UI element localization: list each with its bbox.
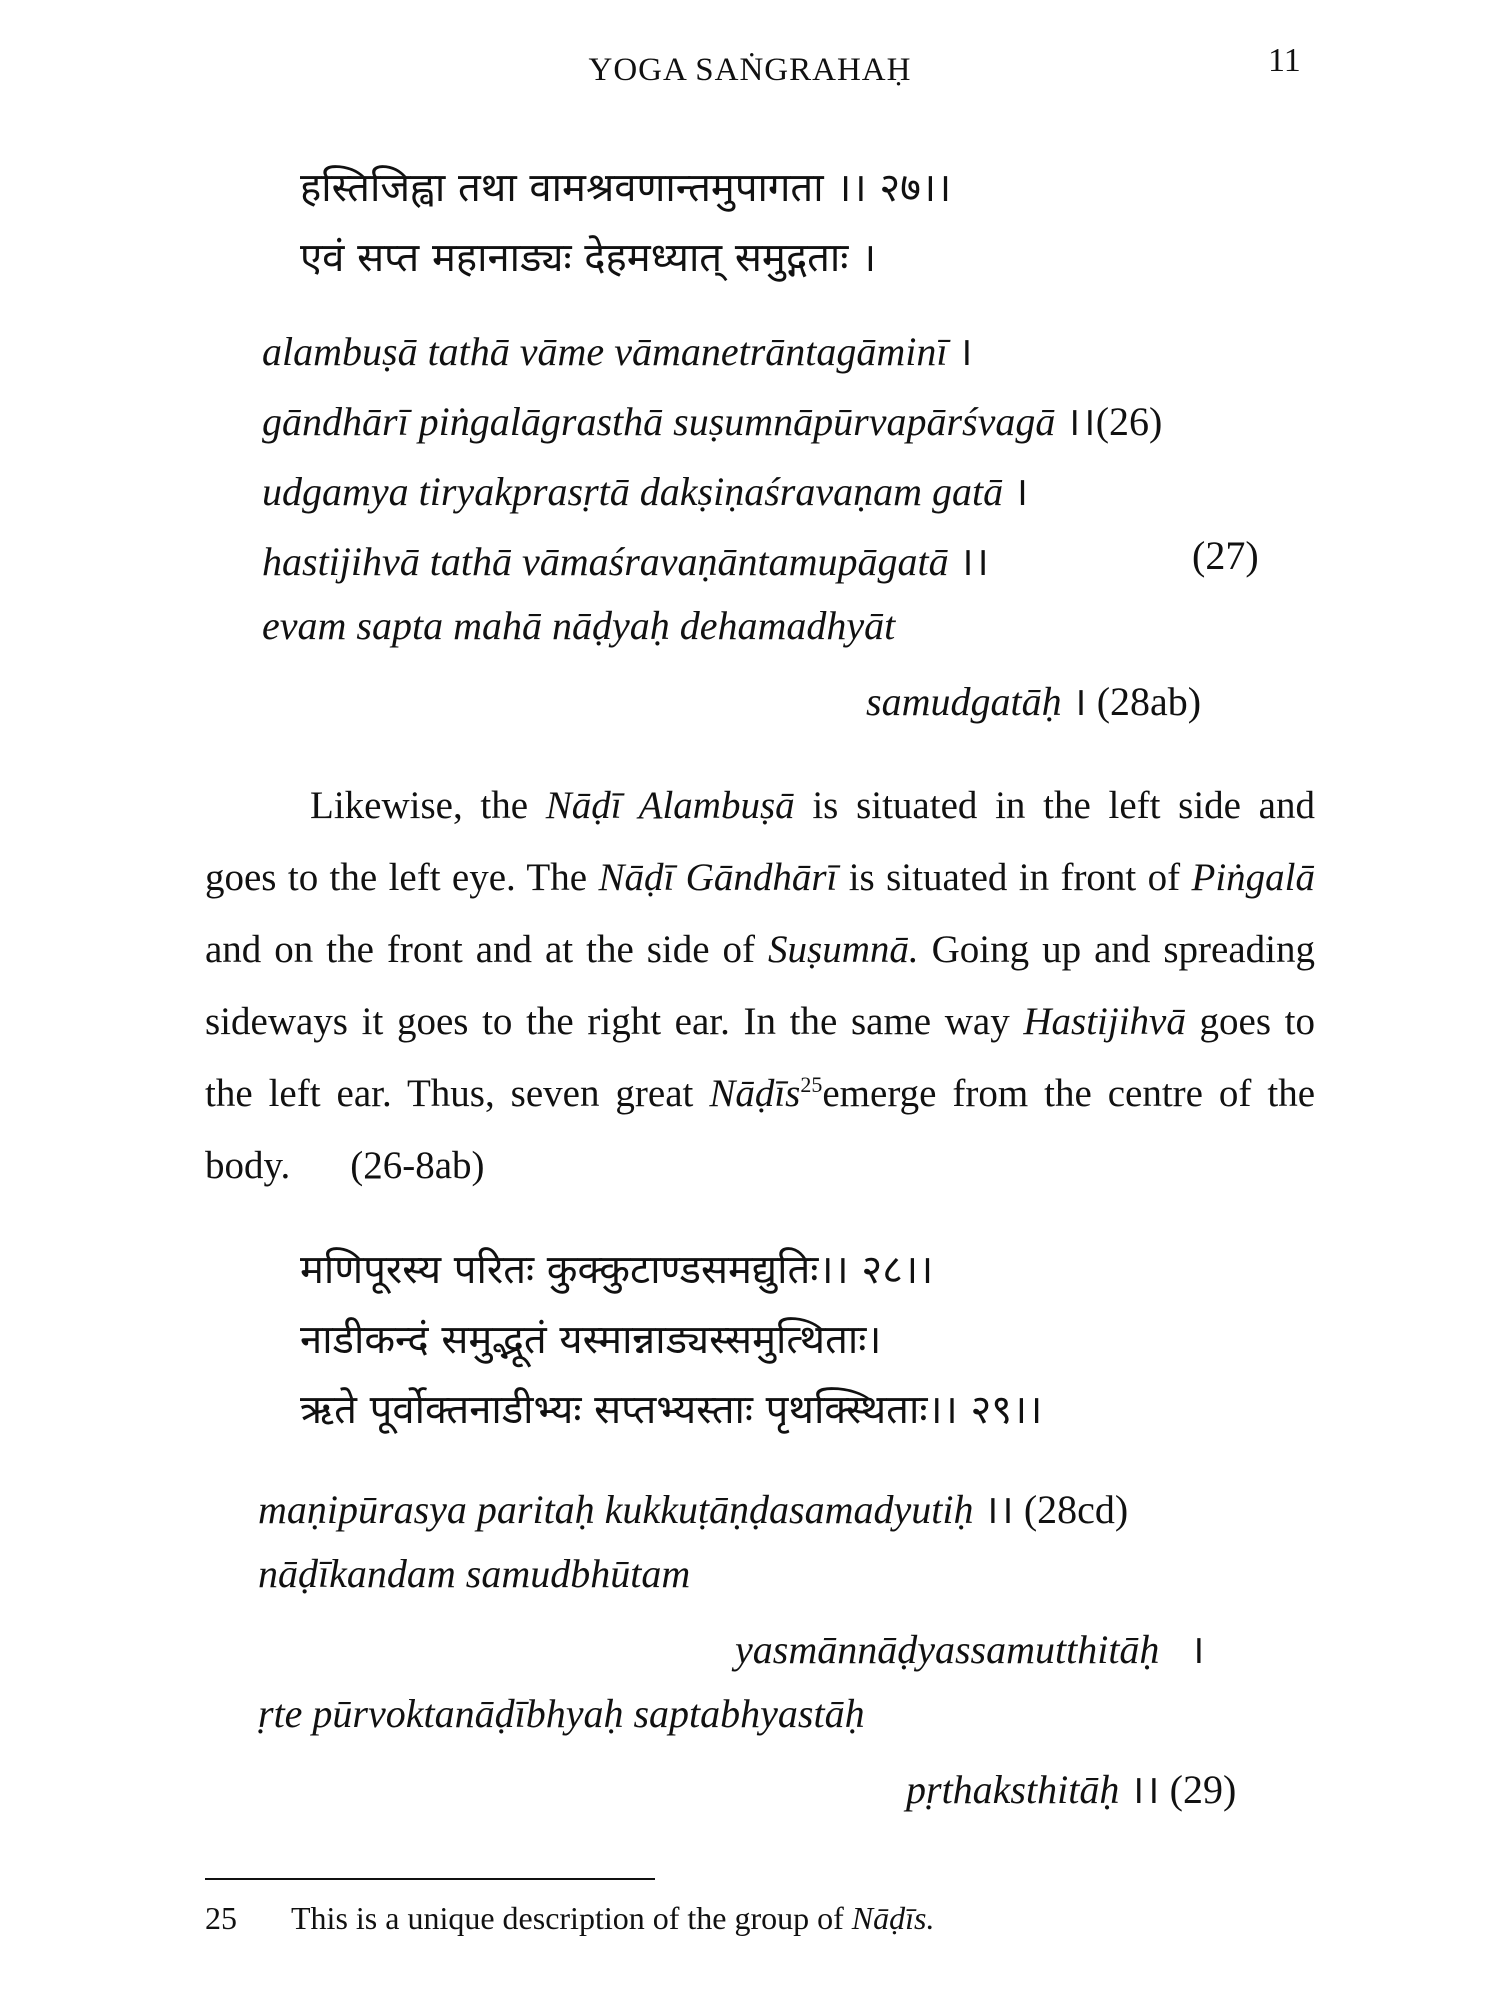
verse-mark: ।।(26) — [1065, 399, 1163, 444]
devanagari-verse-line: हस्तिजिह्वा तथा वामश्रवणान्तमुपागता ।। २७।। — [300, 165, 952, 211]
footnote-reference: 25 — [800, 1072, 823, 1097]
footnote-term: Nāḍīs. — [851, 1900, 935, 1936]
transliteration-line: nāḍīkandam samudbhūtam — [258, 1551, 691, 1596]
term-nadis: Nāḍīs — [709, 1072, 801, 1115]
verse-mark: ।। — [958, 539, 989, 584]
transliteration-text: pṛthaksthitāḥ — [906, 1767, 1120, 1812]
transliteration-line: ṛte pūrvoktanāḍībhyaḥ saptabhyastāḥ — [258, 1691, 865, 1736]
footnote-number: 25 — [205, 1900, 237, 1936]
footnote-divider — [205, 1878, 655, 1880]
transliteration-text: samudgatāḥ — [866, 679, 1062, 724]
transliteration-text: yasmānnāḍyassamutthitāḥ — [735, 1627, 1160, 1672]
transliteration-line — [262, 392, 1162, 447]
transliteration-line — [258, 1480, 1128, 1535]
verse-mark: ।। (28cd) — [983, 1487, 1129, 1532]
translation-paragraph: Likewise, the Nāḍī Alambuṣā is situated in the left side and goes to the left eye. The Nāḍī Gāndhārī is situated in front of Piṅgalā and on the front and at the side of Suṣumnā. Going up and spreading sideways it goes to the right ear. In the same way Hastijihvā goes to the left ear. Thus, seven great Nāḍīs$^{25}$emerge from the centre of the body. (26-8ab) — [205, 784, 1316, 1187]
devanagari-verse-line: एवं सप्त महानाड्यः देहमध्यात् समुद्गताः । — [300, 235, 877, 281]
transliteration-line — [262, 322, 973, 377]
footnote-text: This is a unique description of the group of — [291, 1900, 852, 1936]
transliteration-text: hastijihvā tathā vāmaśravaṇāntamupāgatā — [262, 539, 949, 584]
verse-mark: । — [1189, 1627, 1205, 1672]
devanagari-verse-line: नाडीकन्दं समुद्भूतं यस्मान्नाड्यस्समुत्थिताः। — [300, 1317, 882, 1363]
transliteration-line — [866, 672, 1201, 727]
page-number: 11 — [1268, 42, 1301, 79]
term-susumna: Suṣumnā. — [768, 928, 919, 971]
verse-mark: । — [1013, 469, 1029, 514]
devanagari-verse-line: ऋते पूर्वोक्तनाडीभ्यः सप्तभ्यस्ताः पृथक्स्थिताः।। २९।। — [300, 1387, 1043, 1433]
verse-number: (27) — [1192, 533, 1259, 578]
transliteration-text: alambuṣā tathā vāme vāmanetrāntagāminī — [262, 329, 948, 374]
transliteration-line: evam sapta mahā nāḍyaḥ dehamadhyāt — [262, 603, 896, 648]
transliteration-line — [262, 532, 989, 587]
footnote — [205, 1900, 934, 1937]
transliteration-text: gāndhārī piṅgalāgrasthā suṣumnāpūrvapārśvagā — [262, 399, 1056, 444]
verse-mark: ।। (29) — [1129, 1767, 1237, 1812]
verse-reference: (26-8ab) — [350, 1144, 485, 1187]
term-nadi-alambusa: Nāḍī Alambuṣā — [545, 784, 795, 827]
term-pingala: Piṅgalā — [1191, 856, 1315, 899]
transliteration-line — [906, 1760, 1236, 1815]
transliteration-text: udgamya tiryakprasṛtā dakṣiṇaśravaṇam gatā — [262, 469, 1004, 514]
verse-mark: । (28ab) — [1071, 679, 1202, 724]
running-title: YOGA SAṄGRAHAḤ — [588, 52, 912, 88]
verse-mark: । — [957, 329, 973, 374]
transliteration-line — [262, 462, 1028, 517]
term-hastijihva: Hastijihvā — [1023, 1000, 1186, 1043]
devanagari-verse-line: मणिपूरस्य परितः कुक्कुटाण्डसमद्युतिः।। २८।। — [300, 1247, 934, 1293]
transliteration-text: maṇipūrasya paritaḥ kukkuṭāṇḍasamadyutiḥ — [258, 1487, 974, 1532]
transliteration-line — [735, 1620, 1205, 1675]
term-nadi-gandhari: Nāḍī Gāndhārī — [598, 856, 838, 899]
